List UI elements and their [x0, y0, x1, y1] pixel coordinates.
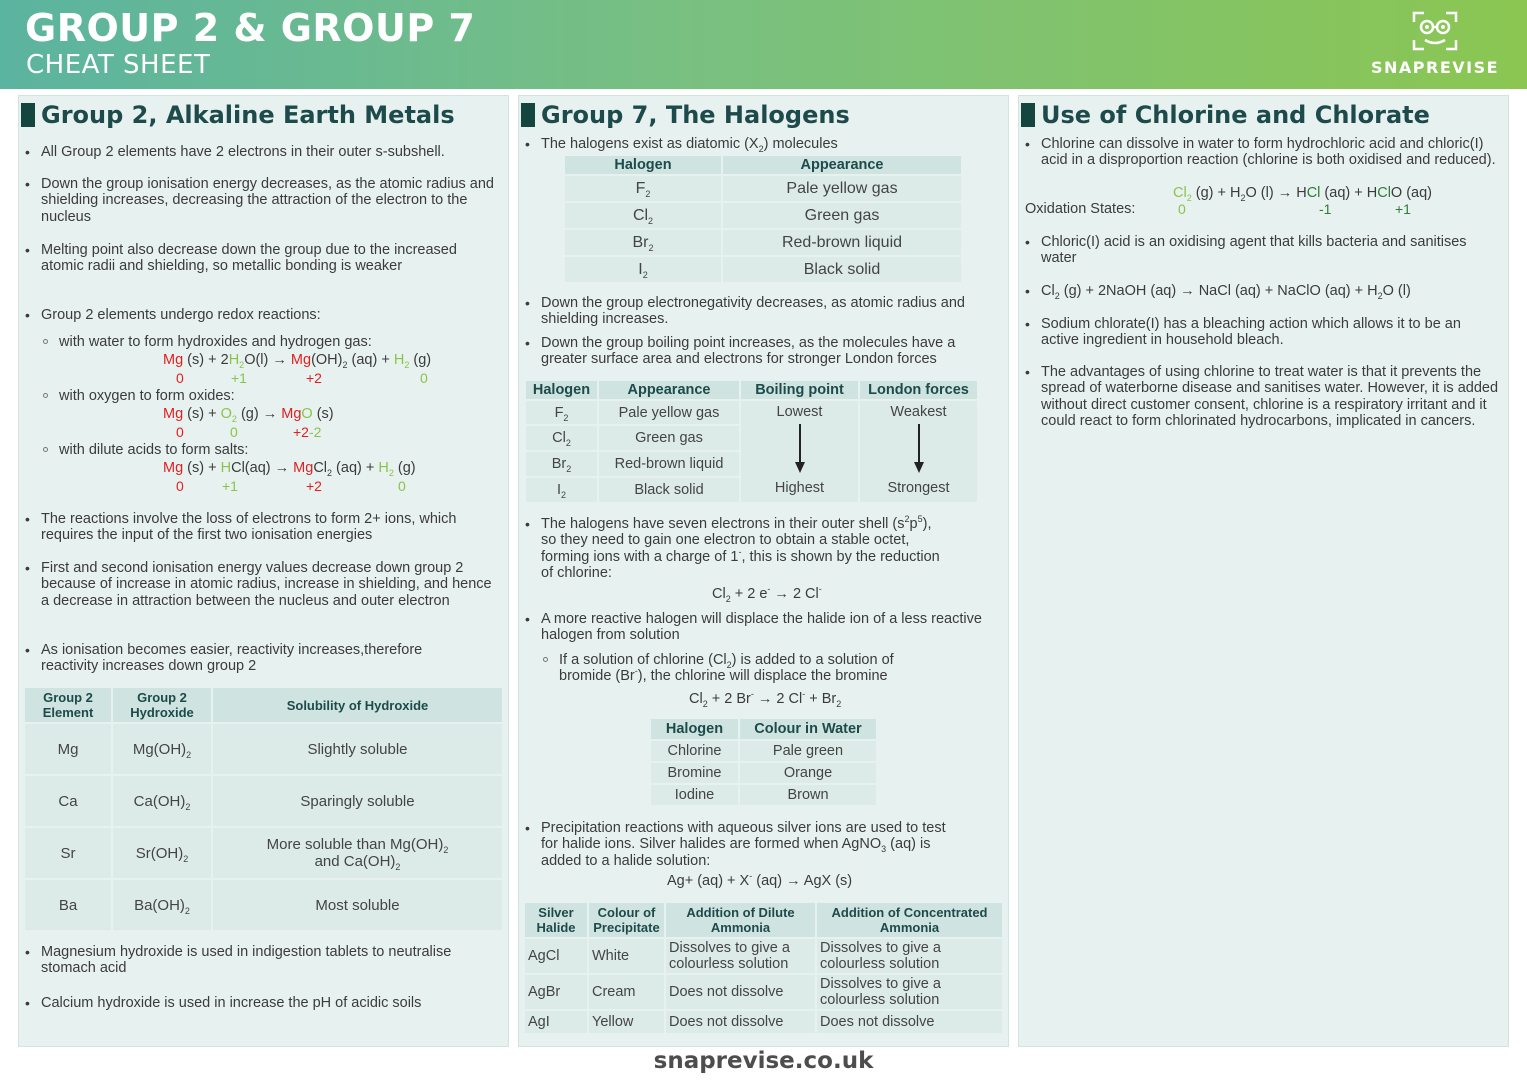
bullet: • [525, 335, 530, 351]
ox-state: +2 [306, 370, 322, 386]
bullet: • [1025, 136, 1030, 152]
text-span: ) is added to a solution of [731, 652, 894, 668]
redox-acid-label: with dilute acids to form salts: [59, 442, 249, 458]
bullet: • [25, 995, 30, 1011]
bullet: • [1025, 364, 1030, 380]
table-header: London forces [860, 381, 977, 399]
table-row [25, 880, 502, 930]
group2-point-7: As ionisation becomes easier, reactivity increases,therefore reactivity increases down group 2 [41, 642, 423, 675]
table-header: Group 2 Hydroxide [113, 688, 211, 722]
table-cell: $Br_2$ [526, 452, 597, 476]
equation-mg-acid: Mg (s) + HCl(aq) → MgCl$_2$ $(aq) + H_2$ (g) [163, 460, 416, 478]
table-row [565, 230, 961, 255]
table-row [651, 785, 876, 805]
down-arrow-icon [793, 424, 807, 474]
table-header: Colour of Precipitate [589, 903, 664, 937]
table-row [525, 1011, 1002, 1033]
bullet: • [25, 176, 30, 192]
down-arrow-icon [912, 424, 926, 474]
table-header: Colour in Water [740, 719, 876, 739]
text-span: for halide ions. Silver halides are formed when AgNO [541, 836, 882, 853]
table-cell: Slightly soluble [213, 724, 502, 774]
bullet: • [25, 144, 30, 160]
group7-point-2: Down the group electronegativity decreases, as atomic radius and shielding increases. [541, 295, 965, 328]
table-row [651, 741, 876, 761]
table-header: Group 2 Element [25, 688, 111, 722]
ox-state: -1 [1319, 201, 1332, 217]
table-cell: $Sr(OH)_2$ [113, 828, 211, 878]
table-header: Halogen [526, 381, 597, 399]
table-cell: Chlorine [651, 741, 738, 761]
table-header: Halogen [651, 719, 738, 739]
table-cell: Green gas [723, 203, 961, 228]
table-cell: Dissolves to give a colourless solution [666, 939, 815, 973]
sub-bullet [43, 339, 48, 344]
chlorine-water-equation: $Cl_2$ $(g) + H_2O$ (l) → HCl (aq) + HClO (aq) [1173, 185, 1433, 203]
element-symbol: F [554, 404, 564, 421]
halogen-colour-table [649, 717, 878, 807]
sub-bullet [43, 447, 48, 452]
sub-bullet [43, 393, 48, 398]
table-header: Boiling point [741, 381, 858, 399]
group2-point-9: Calcium hydroxide is used in increase the pH of acidic soils [41, 995, 422, 1011]
text-span: so they need to gain one electron to obtain a stable octet, [541, 532, 910, 549]
group2-title: Group 2, Alkaline Earth Metals [41, 101, 455, 129]
element-symbol: Cl [632, 206, 649, 224]
hydroxide-formula: Ba(OH) [134, 896, 185, 914]
element-symbol: F [635, 179, 646, 197]
chlorine-point-2: Chloric(I) acid is an oxidising agent that kills bacteria and sanitises water [1041, 234, 1467, 267]
text-span: of chlorine: [541, 565, 612, 582]
table-row [25, 828, 502, 878]
table-cell: Black solid [723, 257, 961, 282]
brand-name: SNAPREVISE [1370, 58, 1500, 77]
bullet: • [525, 516, 530, 532]
element-symbol: Cl [552, 430, 566, 446]
table-cell: Most soluble [213, 880, 502, 930]
ox-state: 0 [1178, 201, 1186, 217]
trend-low: Weakest [890, 404, 947, 420]
table-cell: Orange [740, 763, 876, 783]
table-cell: Yellow [589, 1011, 664, 1033]
table-cell: Does not dissolve [817, 1011, 1002, 1033]
bullet: • [25, 242, 30, 258]
solubility-line: and Ca(OH) [314, 853, 396, 870]
hydroxide-formula: Ca(OH) [133, 792, 186, 810]
element-symbol: Br [632, 233, 649, 251]
table-header: Appearance [723, 156, 961, 174]
ox-state: +2-2 [293, 424, 322, 440]
group2-point-3: Melting point also decrease down the group due to the increased atomic radii and shielding, so metallic bonding is weaker [41, 242, 457, 275]
ox-state: 0 [398, 478, 406, 494]
table-row [525, 975, 1002, 1009]
table-header: Addition of Concentrated Ammonia [817, 903, 1002, 937]
text-span: ), the chlorine will displace the bromine [637, 668, 888, 685]
boiling-point-trend [741, 401, 858, 502]
table-cell: Black solid [599, 478, 739, 502]
bullet: • [25, 511, 30, 527]
ox-state: 0 [176, 424, 184, 440]
group2-point-5: The reactions involve the loss of electrons to form 2+ ions, which requires the input of the first two ionisation energies [41, 511, 457, 544]
bullet: • [1025, 234, 1030, 250]
ox-state: +1 [231, 370, 247, 386]
silver-precipitation-equation: Ag+ (aq) + X- (aq) → AgX (s) [667, 871, 853, 889]
table-cell: $Cl_2$ [526, 426, 597, 450]
table-cell: White [589, 939, 664, 973]
text-span: forming ions with a charge of 1 [541, 548, 739, 565]
table-cell: AgI [525, 1011, 587, 1033]
group2-point-8: Magnesium hydroxide is used in indigestion tablets to neutralise stomach acid [41, 944, 452, 977]
trend-high: Highest [774, 480, 825, 496]
ox-state: 0 [420, 370, 428, 386]
table-cell: Cream [589, 975, 664, 1009]
group7-point-3: Down the group boiling point increases, as the molecules have a greater surface area and electrons for stronger London forces [541, 335, 956, 368]
table-row [526, 401, 977, 424]
text-span: (aq) → AgX (s) [756, 873, 853, 889]
silver-halide-table [523, 901, 1004, 1035]
section-marker [21, 103, 35, 127]
table-cell: Ca [25, 776, 111, 826]
group2-point-2: Down the group ionisation energy decreases, as the atomic radius and shielding increases, decreasing the attraction of the electron to the nucleus [41, 176, 494, 225]
bullet: • [25, 307, 30, 323]
table-cell: Pale yellow gas [599, 401, 739, 424]
header-banner [0, 0, 1527, 89]
text-span: The halogens exist as diatomic (X [541, 136, 759, 152]
table-header: Appearance [599, 381, 739, 399]
group2-point-1: All Group 2 elements have 2 electrons in their outer s-subshell. [41, 144, 445, 160]
table-cell: Pale green [740, 741, 876, 761]
trend-low: Lowest [776, 404, 823, 420]
group7-point-6: Precipitation reactions with aqueous silver ions are used to test for halide ions. Silver halides are formed when AgNO$_3$ (aq) is added to a halide solution: [541, 820, 946, 869]
chlorine-point-1: Chlorine can dissolve in water to form hydrochloric acid and chloric(I) acid in a disproportion reaction (chlorine is both oxidised and reduced). [1041, 136, 1496, 169]
halogen-trends-table [524, 379, 979, 504]
hydroxide-formula: Mg(OH) [132, 740, 187, 758]
bullet: • [25, 560, 30, 576]
text-span: Precipitation reactions with aqueous silver ions are used to test [541, 820, 946, 836]
text-span: added to a halide solution: [541, 852, 711, 869]
table-cell: Pale yellow gas [723, 176, 961, 201]
table-cell: Bromine [651, 763, 738, 783]
ox-state: 0 [176, 370, 184, 386]
table-cell: Sparingly soluble [213, 776, 502, 826]
hydroxide-solubility-table [23, 686, 504, 932]
text-span: bromide (Br [559, 668, 635, 685]
group7-title: Group 7, The Halogens [541, 101, 850, 129]
text-span: The halogens have seven electrons in their outer shell (s [541, 516, 905, 532]
table-cell: Dissolves to give a colourless solution [817, 975, 1002, 1009]
halogen-appearance-table [563, 154, 963, 284]
table-cell: Does not dissolve [666, 1011, 815, 1033]
text-span: (aq) is [890, 836, 931, 853]
table-cell: $F_2$ [526, 401, 597, 424]
table-cell: $I_2$ [526, 478, 597, 502]
table-cell: Ba [25, 880, 111, 930]
table-cell: AgBr [525, 975, 587, 1009]
hydroxide-formula: Sr(OH) [135, 844, 184, 862]
bullet: • [525, 136, 530, 152]
ox-state: +1 [222, 478, 238, 494]
solubility-line: More soluble than Mg(OH) [266, 836, 444, 853]
text-span: Ag+ (aq) + X [667, 873, 750, 889]
oxidation-states-label: Oxidation States: [1025, 201, 1136, 217]
table-cell: Does not dissolve [666, 975, 815, 1009]
element-symbol: I [556, 482, 561, 498]
ox-state: +2 [306, 478, 322, 494]
table-row [651, 763, 876, 783]
bullet: • [525, 820, 530, 836]
element-symbol: I [638, 260, 643, 278]
sub-bullet [543, 657, 548, 662]
table-cell: $Mg(OH)_2$ [113, 724, 211, 774]
table-row [25, 776, 502, 826]
displacement-equation: $Cl_2 + 2$ Br- → 2 $Cl^- + Br_2$ [689, 689, 842, 709]
bullet: • [25, 944, 30, 960]
ox-state: 0 [230, 424, 238, 440]
bullet: • [1025, 283, 1030, 299]
table-cell: Sr [25, 828, 111, 878]
table-cell: Mg [25, 724, 111, 774]
ox-state: 0 [176, 478, 184, 494]
table-row [565, 203, 961, 228]
section-marker [1021, 103, 1035, 127]
footer-website[interactable]: snaprevise.co.uk [653, 1048, 874, 1074]
text-span: ) molecules [763, 136, 838, 152]
table-cell: $I_2$ [565, 257, 721, 282]
brand-logo[interactable] [1364, 10, 1506, 77]
table-cell: Green gas [599, 426, 739, 450]
trend-high: Strongest [887, 480, 950, 496]
table-cell: $Ca(OH)_2$ [113, 776, 211, 826]
page-title: GROUP 2 & GROUP 7 [25, 6, 476, 50]
redox-oxygen-label: with oxygen to form oxides: [59, 388, 235, 404]
table-cell: More soluble than $Mg(OH)_2$ and $Ca(OH)_2$ [213, 828, 502, 878]
group2-point-6: First and second ionisation energy values decrease down group 2 because of increase in atomic radius, increase in shielding, and hence a decrease in attraction between the nucleus and outer electron [41, 560, 492, 609]
table-cell: $F_2$ [565, 176, 721, 201]
table-cell: Dissolves to give a colourless solution [817, 939, 1002, 973]
table-cell: Red-brown liquid [723, 230, 961, 255]
snaprevise-logo-icon [1364, 10, 1506, 55]
group2-point-4: Group 2 elements undergo redox reactions: [41, 307, 321, 323]
bleach-equation: $Cl_2$ (g) + 2NaOH (aq) → NaCl (aq) + NaClO $(aq) + H_2O$ (l) [1041, 283, 1411, 301]
group7-point-4: The halogens have seven electrons in their outer shell $(s^2p^5)$, so they need to gain one electron to obtain a stable octet, forming ions with a charge of 1-, this is shown by the reduction of chlorine: [541, 514, 940, 582]
table-cell: Iodine [651, 785, 738, 805]
chlorine-point-5: The advantages of using chlorine to treat water is that it prevents the spread of waterborne disease and sanitises water. However, it is added without direct customer consent, chlorine is a respiratory irritant and it could react to form chlorinated hydrocarbons, implicated in cancers. [1041, 364, 1499, 430]
bullet: • [525, 611, 530, 627]
text-span: If a solution of chlorine (Cl [559, 652, 727, 668]
text-span: , this is shown by the reduction [741, 548, 940, 565]
table-cell: $Br_2$ [565, 230, 721, 255]
table-header: Solubility of Hydroxide [213, 688, 502, 722]
bullet: • [25, 642, 30, 658]
section-marker [521, 103, 535, 127]
redox-water-label: with water to form hydroxides and hydrogen gas: [59, 334, 372, 350]
bullet: • [1025, 316, 1030, 332]
chlorine-reduction-equation: $Cl_2 + 2$ e- → 2 Cl- [712, 584, 822, 604]
equation-mg-water: Mg $(s) + 2H_2O(l) \to Mg(OH)_2$ $(aq) + H_2$ (g) [163, 352, 432, 370]
chlorine-point-4: Sodium chlorate(I) has a bleaching action which allows it to be an active ingredient in household bleach. [1041, 316, 1461, 349]
group7-point-5: A more reactive halogen will displace the halide ion of a less reactive halogen from solution [541, 611, 982, 644]
table-header: Halogen [565, 156, 721, 174]
london-forces-trend [860, 401, 977, 502]
table-cell: Brown [740, 785, 876, 805]
ox-state: +1 [1395, 201, 1411, 217]
table-row [525, 939, 1002, 973]
equation-mg-oxygen: Mg $(s) + O_2$ (g) → MgO (s) [163, 406, 334, 424]
element-symbol: Br [551, 456, 567, 472]
displacement-example: If a solution of chlorine $(Cl_2)$ is added to a solution of bromide (Br-), the chlorine will displace the bromine [559, 652, 894, 685]
table-row [25, 724, 502, 774]
table-header: Silver Halide [525, 903, 587, 937]
bullet: • [525, 295, 530, 311]
table-cell: AgCl [525, 939, 587, 973]
table-row [565, 176, 961, 201]
table-cell: $Ba(OH)_2$ [113, 880, 211, 930]
group7-point-1: The halogens exist as diatomic $(X_2)$ molecules [541, 136, 838, 154]
table-cell: $Cl_2$ [565, 203, 721, 228]
table-cell: Red-brown liquid [599, 452, 739, 476]
chlorine-title: Use of Chlorine and Chlorate [1041, 101, 1430, 129]
table-header: Addition of Dilute Ammonia [666, 903, 815, 937]
page-subtitle: CHEAT SHEET [26, 50, 211, 80]
table-row [565, 257, 961, 282]
